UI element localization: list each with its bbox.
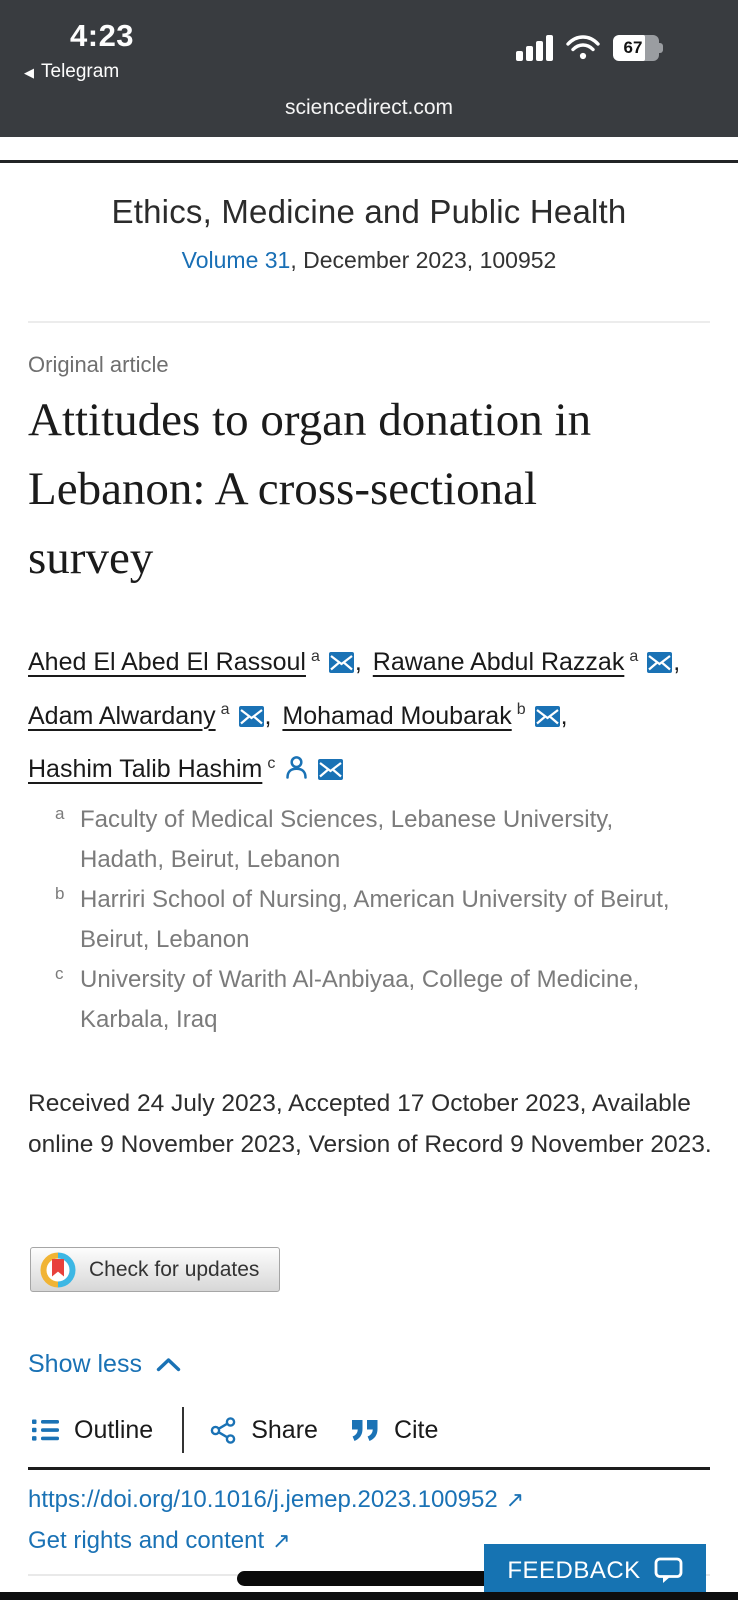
article-category: Original article [28,352,169,377]
author-list: Ahed El Abed El Rassoul $^a$ , Rawane Abdul Razzak $^a$ , Adam Alwardany $^a$ , Mohamad Moubarak $^b$ , Hashim Talib Hashim $^c$ [28,648,681,783]
author [28,648,354,676]
external-link-icon: ↗ [505,1487,525,1512]
affiliation-sup: c [55,964,64,983]
show-less-button[interactable] [28,1350,181,1379]
back-app-label: Telegram [41,61,120,82]
affiliation-sup: a [310,648,320,665]
journal-header [0,193,738,274]
affiliation-sup: c [267,754,276,772]
url-bar[interactable]: sciencedirect.com [284,96,454,119]
back-triangle-icon: ◀ [24,64,34,80]
share-label: Share [251,1415,318,1444]
author-link[interactable]: Mohamad Moubarak [282,701,512,730]
affiliation-sup: b [516,701,526,719]
section-divider [28,1467,710,1470]
outline-label: Outline [74,1415,154,1444]
author-link[interactable]: Adam Alwardany [28,701,216,730]
battery-percent: 67 [623,38,643,57]
author-corresponding [28,755,343,783]
affiliation-sup: a [220,701,230,719]
author [282,702,559,730]
battery-icon [613,35,663,61]
volume-link[interactable]: Volume 31 [181,247,291,273]
email-icon[interactable] [239,706,264,727]
affiliation-sup: a [55,804,65,823]
author [373,648,672,676]
status-bar [0,0,738,137]
email-icon[interactable] [318,759,343,780]
outline-list-icon [31,1418,59,1442]
cellular-signal-icon [516,35,553,61]
affiliation [28,880,688,960]
cite-button[interactable] [351,1416,438,1445]
cite-quote-icon [351,1419,379,1442]
affiliation-list [28,800,688,1040]
status-icons [516,34,663,62]
back-to-app-button[interactable] [24,61,119,83]
journal-issue-line [0,247,738,274]
wifi-icon [566,35,600,61]
toolbar-divider [182,1407,184,1453]
rights-and-content-link[interactable]: Get rights and content ↗ [28,1527,291,1554]
check-for-updates-button[interactable] [30,1247,280,1292]
feedback-bubble-icon [654,1557,683,1584]
feedback-label: FEEDBACK [507,1556,641,1584]
external-link-icon: ↗ [272,1528,291,1553]
chevron-up-icon [156,1357,181,1372]
share-icon [210,1417,236,1444]
share-button[interactable] [210,1416,318,1445]
check-for-updates-label: Check for updates [89,1257,260,1281]
email-icon[interactable] [647,652,672,673]
corresponding-author-icon[interactable] [284,755,309,780]
affiliation [28,960,688,1040]
crossmark-logo-icon [40,1252,76,1288]
journal-title: Ethics, Medicine and Public Health [111,193,627,230]
author-link[interactable]: Ahed El Abed El Rassoul [28,648,306,677]
affiliation-text: University of Warith Al-Anbiyaa, College of Medicine, Karbala, Iraq [80,966,640,1033]
home-indicator[interactable] [237,1571,502,1586]
clock: 4:23 [70,18,135,53]
show-less-label: Show less [28,1350,142,1378]
article-dates: Received 24 July 2023, Accepted 17 October 2023, Available online 9 November 2023, Version of Record 9 November 2023. [28,1090,712,1158]
doi-link[interactable]: https://doi.org/10.1016/j.jemep.2023.100952 ↗ [28,1486,525,1513]
affiliation-sup: b [55,884,65,903]
email-icon[interactable] [535,706,560,727]
outline-button[interactable] [31,1416,153,1445]
page-top-rule [0,160,738,163]
issue-text: , December 2023, 100952 [290,247,557,273]
feedback-button[interactable] [484,1544,706,1597]
cite-label: Cite [393,1415,439,1444]
screen-bottom-bar [0,1592,738,1600]
header-divider [28,321,710,323]
author-link[interactable]: Hashim Talib Hashim [28,754,263,783]
author [28,702,264,730]
affiliation-text: Harriri School of Nursing, American University of Beirut, Beirut, Lebanon [80,886,670,953]
affiliation-text: Faculty of Medical Sciences, Lebanese University, Hadath, Beirut, Lebanon [80,806,614,873]
email-icon[interactable] [329,652,354,673]
article-toolbar [31,1405,438,1455]
author-link[interactable]: Rawane Abdul Razzak [372,648,625,677]
article-title: Attitudes to organ donation in Lebanon: A cross-sectional survey [28,394,592,584]
affiliation [28,800,688,880]
affiliation-sup: a [629,648,639,665]
